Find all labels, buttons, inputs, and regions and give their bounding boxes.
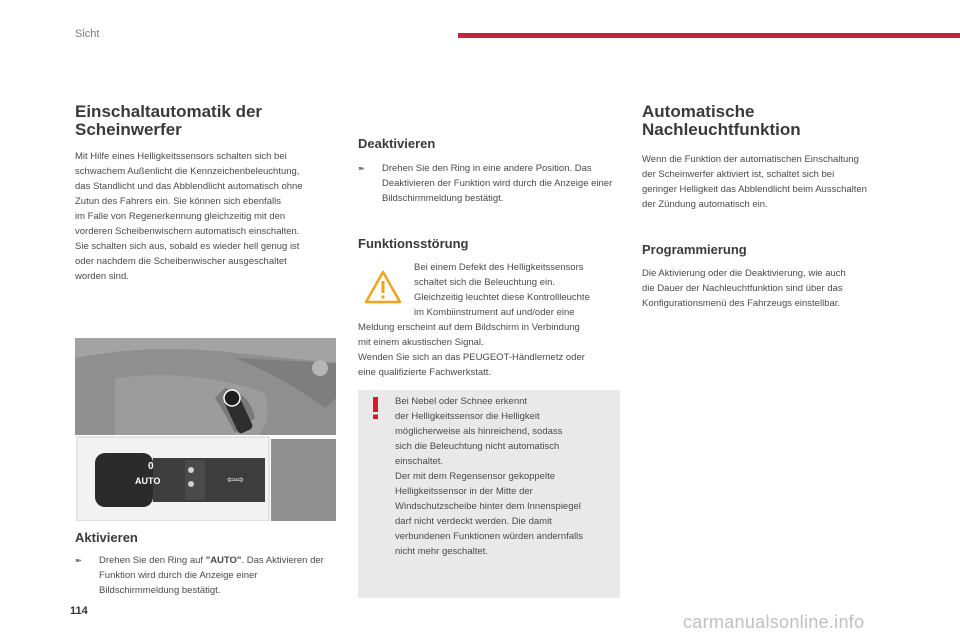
headlight-icon bbox=[188, 481, 194, 487]
heading-aktivieren: Aktivieren bbox=[75, 530, 138, 545]
intro-paragraph: Mit Hilfe eines Helligkeitssensors schalten sich bei schwachem Außenlicht die Kennzeichenbeleuchtung, das Standlicht und das Abblendlicht automatisch ohne Zutun des Fahrers ein. Sie können sich ebenfalls im Falle von Regenerkennung gleichzeitig mit den vorderen Scheibenwischern automatisch einschalten. Sie schalten sich aus, sobald es wieder hell genug ist oder nachdem die Scheibenwischer ausgeschaltet worden sind. bbox=[75, 151, 303, 282]
aktivieren-section bbox=[75, 530, 340, 598]
page-number: 114 bbox=[70, 605, 88, 617]
switch-position-off: 0 bbox=[148, 461, 154, 472]
heading-programmierung: Programmierung bbox=[642, 242, 747, 257]
bullet-marker-icon: ➽ bbox=[75, 556, 82, 565]
deaktivieren-bullet: ➽ Drehen Sie den Ring in eine andere Position. Das Deaktivieren der Funktion wird durch die Anzeige einer Bildschirmmeldung bestätigt. bbox=[358, 163, 613, 204]
deaktivieren-section bbox=[358, 136, 623, 206]
section-title: Sicht bbox=[75, 28, 100, 40]
heading-funktionsstoerung: Funktionsstörung bbox=[358, 236, 469, 251]
bullet-marker-icon: ➽ bbox=[358, 164, 365, 173]
nachleucht-paragraph: Wenn die Funktion der automatischen Einschaltung der Scheinwerfer aktiviert ist, schaltet sich bei geringer Helligkeit das Abblendlicht beim Ausschalten der Zündung automatisch ein. bbox=[642, 154, 867, 210]
header-accent-bar bbox=[458, 33, 960, 38]
switch-position-auto: AUTO bbox=[135, 476, 161, 486]
heading-nachleuchtfunktion: Automatische Nachleuchtfunktion bbox=[642, 102, 801, 139]
note-text: Bei Nebel oder Schnee erkennt der Helligkeitssensor die Helligkeit möglicherweise als hinreichend, sodass sich die Beleuchtung nicht automatisch einschaltet. Der mit dem Regensensor gekoppelte Helligkeitssensor in der Mitte der Windschutzscheibe hinter dem Innenspiegel darf nicht verdeckt werden. Die damit verbundenen Funktionen würden andernfalls nicht mehr geschaltet. bbox=[395, 396, 584, 557]
programmierung-paragraph: Die Aktivierung oder die Deaktivierung, wie auch die Dauer der Nachleuchtfunktion sind über das Konfigurationsmenü des Fahrzeugs einstellbar. bbox=[642, 268, 846, 309]
stoerung-section bbox=[358, 236, 623, 380]
column-right bbox=[642, 103, 907, 311]
exclamation-icon bbox=[369, 396, 383, 420]
stoerung-text-indented: Bei einem Defekt des Helligkeitssensors schaltet sich die Beleuchtung ein. Gleichzeitig leuchtet diese Kontrollleuchte im Kombiinstrument auf und/oder eine bbox=[414, 262, 590, 318]
stoerung-text: Meldung erscheint auf dem Bildschirm in Verbindung mit einem akustischen Signal. Wenden Sie sich an das PEUGEOT-Händlernetz oder eine qualifizierte Fachwerkstatt. bbox=[358, 322, 585, 378]
aktivieren-bullet: ➽ Drehen Sie den Ring auf "AUTO". Das Aktivieren der Funktion wird durch die Anzeige einer Bildschirmmeldung bestätigt. bbox=[75, 555, 324, 596]
column-left bbox=[75, 103, 340, 284]
heading-einschaltautomatik: Einschaltautomatik der Scheinwerfer bbox=[75, 102, 263, 139]
indicator-arrows-icon: ⇦⇨ bbox=[227, 475, 244, 486]
warning-triangle-icon bbox=[364, 270, 402, 304]
watermark: carmanualsonline.info bbox=[683, 612, 865, 632]
note-box bbox=[358, 390, 620, 598]
peugeot-logo-icon bbox=[312, 360, 328, 376]
sidelight-icon bbox=[188, 467, 194, 473]
heading-deaktivieren: Deaktivieren bbox=[358, 136, 436, 151]
lighting-switch-illustration bbox=[75, 338, 336, 521]
